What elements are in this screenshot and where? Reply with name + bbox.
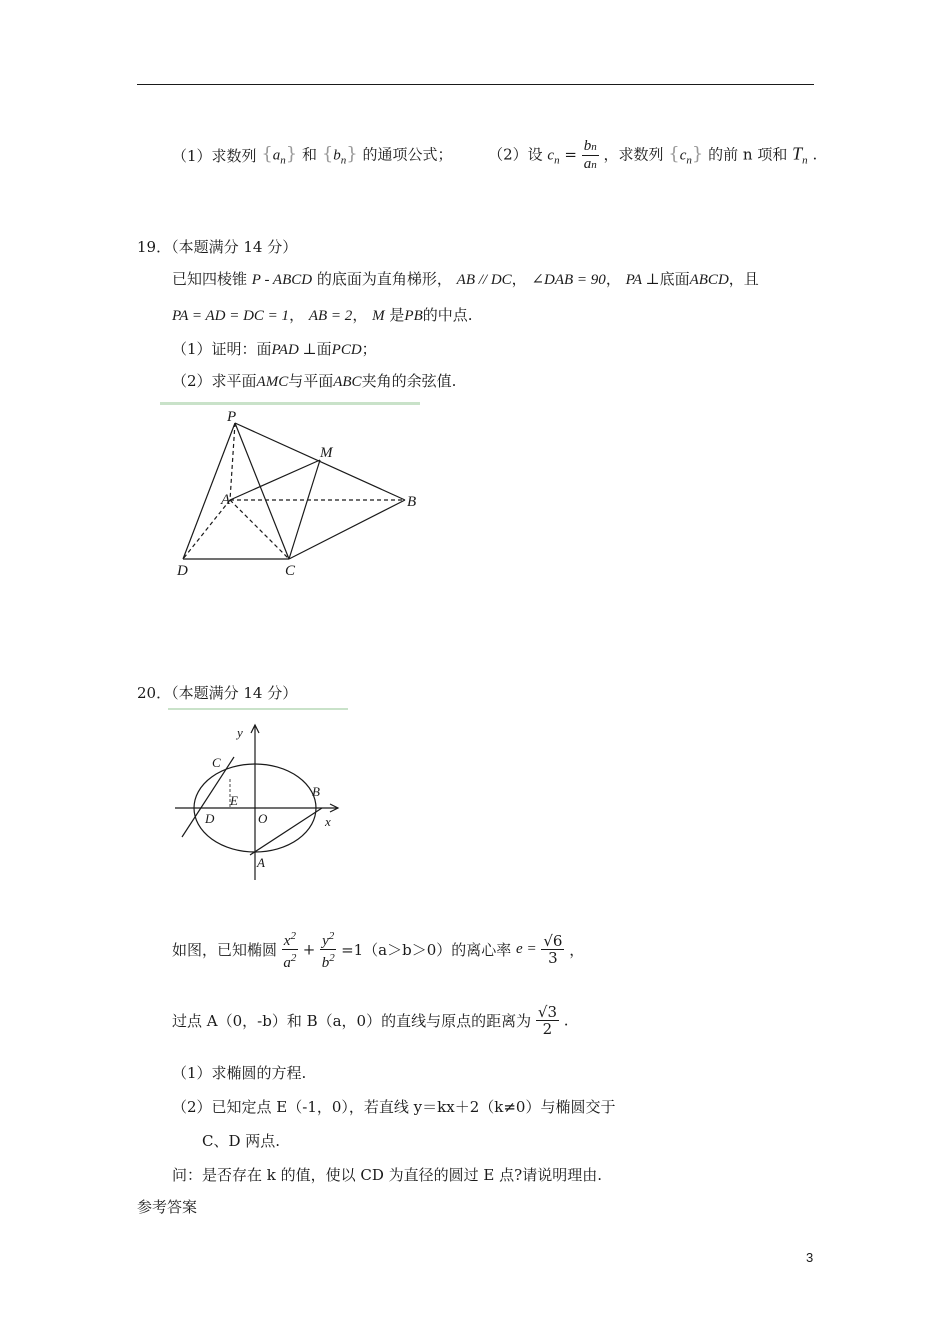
q19-part2: （2）求平面AMC与平面ABC夹角的余弦值. (172, 372, 457, 390)
label-D: D (205, 811, 215, 826)
ellipse-figure (170, 715, 355, 885)
q20-line1: 如图，已知椭圆 $\frac{x^2}{a^2}$ + $\frac{y^2}{b^2}$ =1（a＞b＞0）的离心率 e = $\frac{√6}{3}$ ， (172, 930, 585, 971)
label-C: C (212, 755, 221, 770)
bn-over-an-fraction: $\frac{bn}{an}$ (583, 138, 597, 172)
q19-part1: （1）证明：面PAD ⊥面PCD； (172, 340, 377, 358)
q20-question: 问：是否存在 k 的值，使以 CD 为直径的圆过 E 点?请说明理由. (172, 1166, 602, 1184)
label-M: M (320, 445, 333, 461)
q20-figure-accent-line (168, 708, 348, 710)
q19-header: 19．（本题满分 14 分） (137, 238, 298, 256)
y2-over-b2: $\frac{y^2}{b^2}$ (321, 930, 335, 971)
q19-line2: PA = AD = DC = 1， AB = 2， M 是PB的中点. (172, 306, 473, 324)
label-A: A (257, 855, 265, 870)
label-D: D (177, 563, 188, 579)
label-P: P (227, 409, 237, 425)
eccentricity-fraction: $\frac{√6}{3}$ (543, 932, 563, 967)
label-x: x (325, 814, 331, 829)
top-rule (137, 84, 814, 85)
q20-header: 20．（本题满分 14 分） (137, 684, 298, 702)
q20-part1: （1）求椭圆的方程. (172, 1064, 307, 1082)
label-y: y (237, 725, 243, 740)
q20-line2: 过点 A（0，-b）和 B（a，0）的直线与原点的距离为 $\frac{√3}{2}$ . (172, 1003, 569, 1038)
label-B: B (312, 784, 320, 799)
q20-part2-cont: C、D 两点. (202, 1132, 281, 1150)
distance-fraction: $\frac{√3}{2}$ (537, 1003, 557, 1038)
label-A: A (221, 492, 231, 508)
page-number: 3 (806, 1250, 814, 1265)
label-E: E (230, 793, 238, 808)
q20-part2: （2）已知定点 E（-1，0），若直线 y＝kx＋2（k≠0）与椭圆交于 (172, 1098, 616, 1116)
label-B: B (407, 494, 417, 510)
pyramid-figure (165, 405, 435, 580)
x2-over-a2: $\frac{x^2}{a^2}$ (283, 930, 297, 971)
label-O: O (258, 811, 268, 826)
q18-line: （1）求数列 $\{a_n\}$ 和 $\{b_n\}$ 的通项公式； （2）设 $c_n$ = $\frac{bn}{an}$ ，求数列 $\{c_n\}$ 的前 n 项和 $T_n$ . (172, 138, 818, 172)
label-C: C (285, 563, 296, 579)
answers-heading: 参考答案 (137, 1198, 198, 1216)
q19-line1: 已知四棱锥 P - ABCD 的底面为直角梯形， AB // DC， ∠DAB = 90， PA ⊥底面ABCD，且 (172, 270, 759, 288)
